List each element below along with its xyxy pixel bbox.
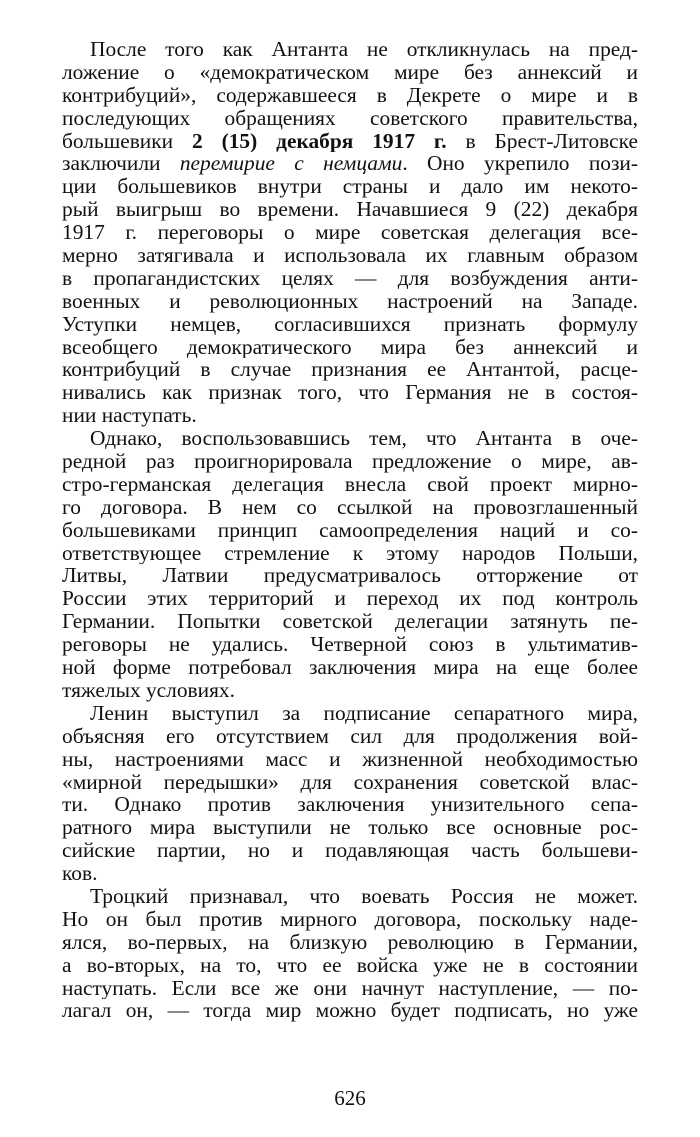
text-run: контрибуций», содержавшееся в Декрете о мире и в	[62, 83, 638, 107]
text-line	[62, 107, 638, 130]
text-line	[62, 793, 638, 816]
text-run: заключили	[62, 152, 180, 176]
paragraph	[62, 702, 638, 885]
text-run: Германии. Попытки советской делегации затянуть пе-	[62, 610, 638, 634]
text-line	[62, 679, 638, 702]
text-run: России этих территорий и переход их под контроль	[62, 587, 638, 611]
text-line	[62, 633, 638, 656]
text-line	[62, 610, 638, 633]
text-line	[62, 862, 638, 885]
text-line	[62, 564, 638, 587]
text-line	[62, 473, 638, 496]
text-line	[62, 175, 638, 198]
text-run: го договора. В нем со ссылкой на провозглашенный	[62, 495, 638, 519]
text-run: военных и революционных настроений на Западе.	[62, 289, 638, 313]
text-run: ции большевиков внутри страны и дало им некото-	[62, 175, 638, 199]
text-line	[62, 542, 638, 565]
text-run: а во-вторых, на то, что ее войска уже не в состоянии	[62, 953, 638, 977]
text-line	[62, 61, 638, 84]
text-run: контрибуций в случае признания ее Антантой, расце-	[62, 358, 638, 382]
text-run: рый выигрыш во времени. Начавшиеся 9 (22) декабря	[62, 198, 638, 222]
text-line	[62, 38, 638, 61]
text-run: Троцкий признавал, что воевать Россия не может.	[90, 884, 638, 908]
text-run: всеобщего демократического мира без аннексий и	[62, 335, 638, 359]
text-line	[62, 519, 638, 542]
text-line	[62, 587, 638, 610]
text-line	[62, 931, 638, 954]
text-line	[62, 152, 638, 175]
text-line	[62, 84, 638, 107]
text-line	[62, 908, 638, 931]
text-line	[62, 450, 638, 473]
text-run: Уступки немцев, согласившихся признать формулу	[62, 312, 638, 336]
text-run: большевиками принцип самоопределения наций и со-	[62, 518, 638, 542]
text-line	[62, 290, 638, 313]
text-line	[62, 977, 638, 1000]
text-line	[62, 496, 638, 519]
text-line	[62, 748, 638, 771]
text-line	[62, 839, 638, 862]
text-line	[62, 130, 638, 153]
text-run: Литвы, Латвии предусматривалось отторжение от	[62, 564, 638, 588]
text-run: «мирной передышки» для сохранения советской влас-	[62, 770, 638, 794]
text-run: реговоры не удались. Четверной союз в ультиматив-	[62, 633, 638, 657]
text-line	[62, 267, 638, 290]
text-run: стро-германская делегация внесла свой проект мирно-	[62, 472, 638, 496]
body-text	[62, 38, 638, 1022]
text-run: ти. Однако против заключения унизительного сепа-	[62, 793, 638, 817]
text-line	[62, 885, 638, 908]
text-run: ялся, во-первых, на близкую революцию в Германии,	[62, 930, 638, 954]
text-run: в пропагандистских целях — для возбуждения анти-	[62, 266, 638, 290]
text-line	[62, 198, 638, 221]
text-line	[62, 358, 638, 381]
text-run: ной форме потребовал заключения мира на еще более	[62, 656, 638, 679]
book-page	[62, 38, 638, 1118]
text-line	[62, 656, 638, 679]
text-line	[62, 313, 638, 336]
paragraph	[62, 885, 638, 1022]
paragraph	[62, 38, 638, 427]
text-line	[62, 244, 638, 267]
text-run: объясняя его отсутствием сил для продолжения вой-	[62, 724, 638, 748]
text-run: лагал он, — тогда мир можно будет подписать, но уже	[62, 999, 638, 1023]
text-run: мерно затягивала и использовала их главным образом	[62, 244, 638, 267]
text-run: Однако, воспользовавшись тем, что Антанта в оче-	[90, 427, 638, 451]
text-line	[62, 725, 638, 748]
text-run: тяжелых условиях.	[62, 678, 235, 702]
text-run: наступать. Если все же они начнут наступление, — по-	[62, 976, 638, 1000]
text-line	[62, 771, 638, 794]
text-run: нивались как признак того, что Германия не в состоя-	[62, 381, 638, 405]
paragraph	[62, 427, 638, 702]
text-run: ответствующее стремление к этому народов Польши,	[62, 541, 638, 565]
text-line	[62, 816, 638, 839]
text-run: ков.	[62, 862, 98, 885]
text-italic: перемирие с немцами	[179, 152, 403, 176]
text-line	[62, 404, 638, 427]
text-run: Но он был против мирного договора, поскольку наде-	[62, 907, 638, 931]
text-run: последующих обращениях советского правительства,	[62, 106, 638, 130]
text-line	[62, 702, 638, 725]
text-run: Ленин выступил за подписание сепаратного мира,	[90, 701, 638, 725]
text-run: . Оно укрепило пози-	[402, 152, 638, 176]
text-line	[62, 336, 638, 359]
text-run: большевики	[62, 129, 192, 153]
text-line	[62, 381, 638, 404]
text-line	[62, 999, 638, 1022]
text-run: сийские партии, но и подавляющая часть большеви-	[62, 839, 638, 863]
text-run: нии наступать.	[62, 404, 197, 428]
text-run: 1917 г. переговоры о мире советская делегация все-	[62, 221, 638, 245]
text-run: редной раз проигнорировала предложение о мире, ав-	[62, 450, 638, 473]
text-run: После того как Антанта не откликнулась на пред-	[90, 38, 638, 61]
text-line	[62, 954, 638, 977]
text-run: ложение о «демократическом мире без аннексий и	[62, 60, 638, 84]
text-run: в Брест-Литовске	[446, 129, 638, 153]
text-line	[62, 427, 638, 450]
text-run: ны, настроениями масс и жизненной необходимостью	[62, 747, 638, 771]
text-bold: 2 (15) декабря 1917 г.	[192, 129, 447, 153]
text-line	[62, 221, 638, 244]
text-run: ратного мира выступили не только все основные рос-	[62, 816, 638, 840]
page-number: 626	[334, 1086, 366, 1110]
